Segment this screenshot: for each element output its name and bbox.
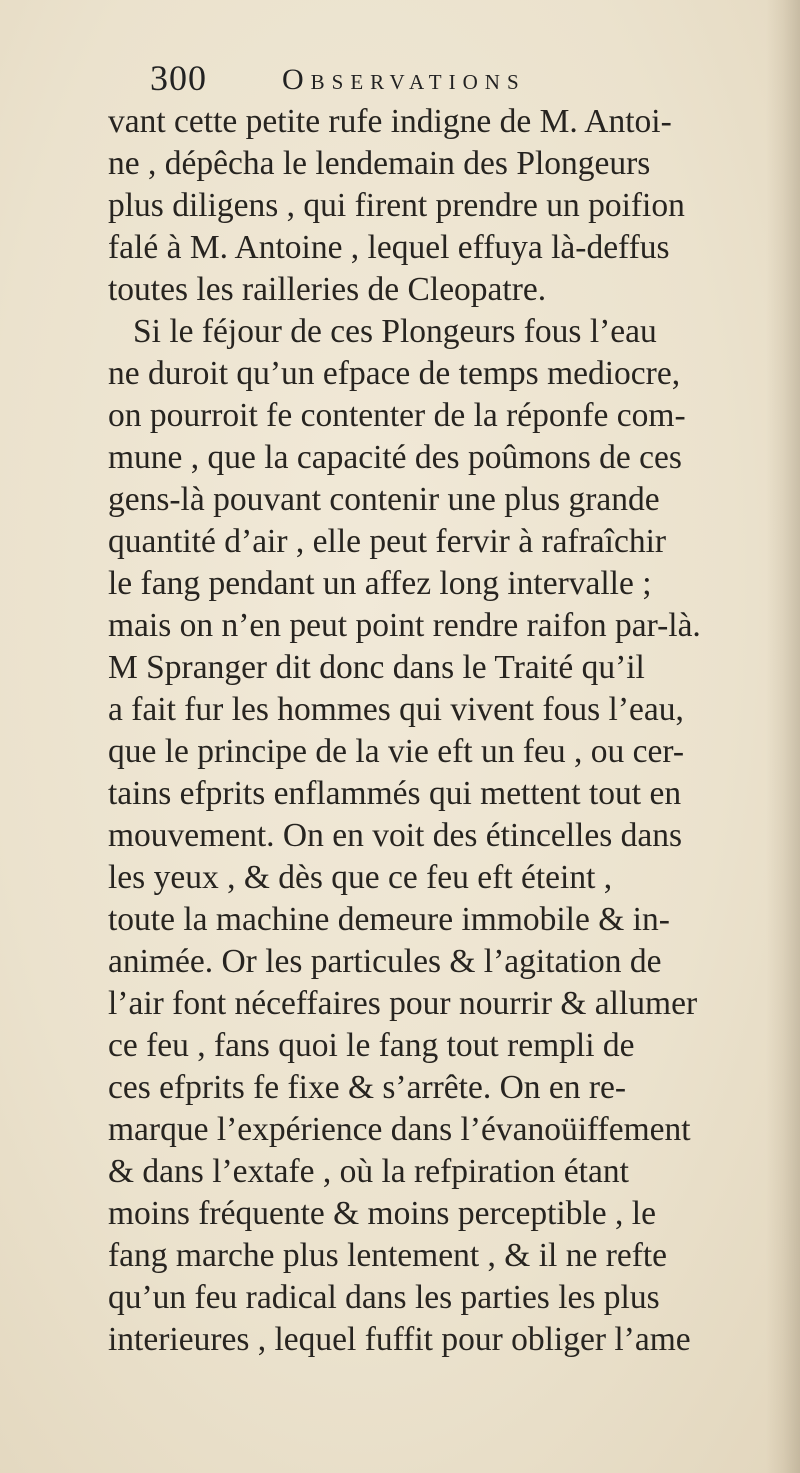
text-line: Si le féjour de ces Plongeurs fous l’eau bbox=[133, 313, 657, 350]
text-line: ce feu , fans quoi le fang tout rempli de bbox=[108, 1027, 635, 1064]
text-line: quantité d’air , elle peut fervir à rafraîchir bbox=[108, 523, 667, 560]
text-line: a fait fur les hommes qui vivent fous l’eau, bbox=[108, 691, 684, 728]
text-line: moins fréquente & moins perceptible , le bbox=[108, 1195, 656, 1232]
page-number: 300 bbox=[150, 58, 207, 98]
page-gutter-shadow bbox=[766, 0, 800, 1473]
text-line: plus diligens , qui firent prendre un poifion bbox=[108, 187, 685, 224]
text-line: ne duroit qu’un efpace de temps mediocre, bbox=[108, 355, 681, 392]
text-line: fang marche plus lentement , & il ne refte bbox=[108, 1237, 668, 1274]
text-line: qu’un feu radical dans les parties les plus bbox=[108, 1279, 660, 1316]
text-line: M Spranger dit donc dans le Traité qu’il bbox=[108, 649, 645, 686]
text-line: mais on n’en peut point rendre raifon par-là. bbox=[108, 607, 701, 644]
text-line: & dans l’extafe , où la refpiration étant bbox=[108, 1153, 629, 1190]
text-line: marque l’expérience dans l’évanoüiffement bbox=[108, 1111, 691, 1148]
text-line: interieures , lequel fuffit pour obliger l’ame bbox=[108, 1321, 691, 1358]
text-line: vant cette petite rufe indigne de M. Antoi- bbox=[108, 103, 672, 140]
text-line: toute la machine demeure immobile & in- bbox=[108, 901, 670, 938]
text-line: mouvement. On en voit des étincelles dans bbox=[108, 817, 683, 854]
text-line: gens-là pouvant contenir une plus grande bbox=[108, 481, 660, 518]
text-line: mune , que la capacité des poûmons de ces bbox=[108, 439, 682, 476]
text-line: le fang pendant un affez long intervalle ; bbox=[108, 565, 652, 602]
text-line: on pourroit fe contenter de la réponfe com- bbox=[108, 397, 686, 434]
text-line: l’air font néceffaires pour nourrir & allumer bbox=[108, 985, 698, 1022]
text-line: falé à M. Antoine , lequel effuya là-deffus bbox=[108, 229, 670, 266]
text-line: ne , dépêcha le lendemain des Plongeurs bbox=[108, 145, 651, 182]
text-line: tains efprits enflammés qui mettent tout en bbox=[108, 775, 682, 812]
running-title: Observations bbox=[282, 63, 526, 96]
text-line: les yeux , & dès que ce feu eft éteint , bbox=[108, 859, 613, 896]
text-line: animée. Or les particules & l’agitation de bbox=[108, 943, 662, 980]
page-header bbox=[150, 58, 750, 98]
text-line: ces efprits fe fixe & s’arrête. On en re- bbox=[108, 1069, 627, 1106]
text-line: que le principe de la vie eft un feu , ou cer- bbox=[108, 733, 685, 770]
text-line: toutes les railleries de Cleopatre. bbox=[108, 271, 547, 308]
